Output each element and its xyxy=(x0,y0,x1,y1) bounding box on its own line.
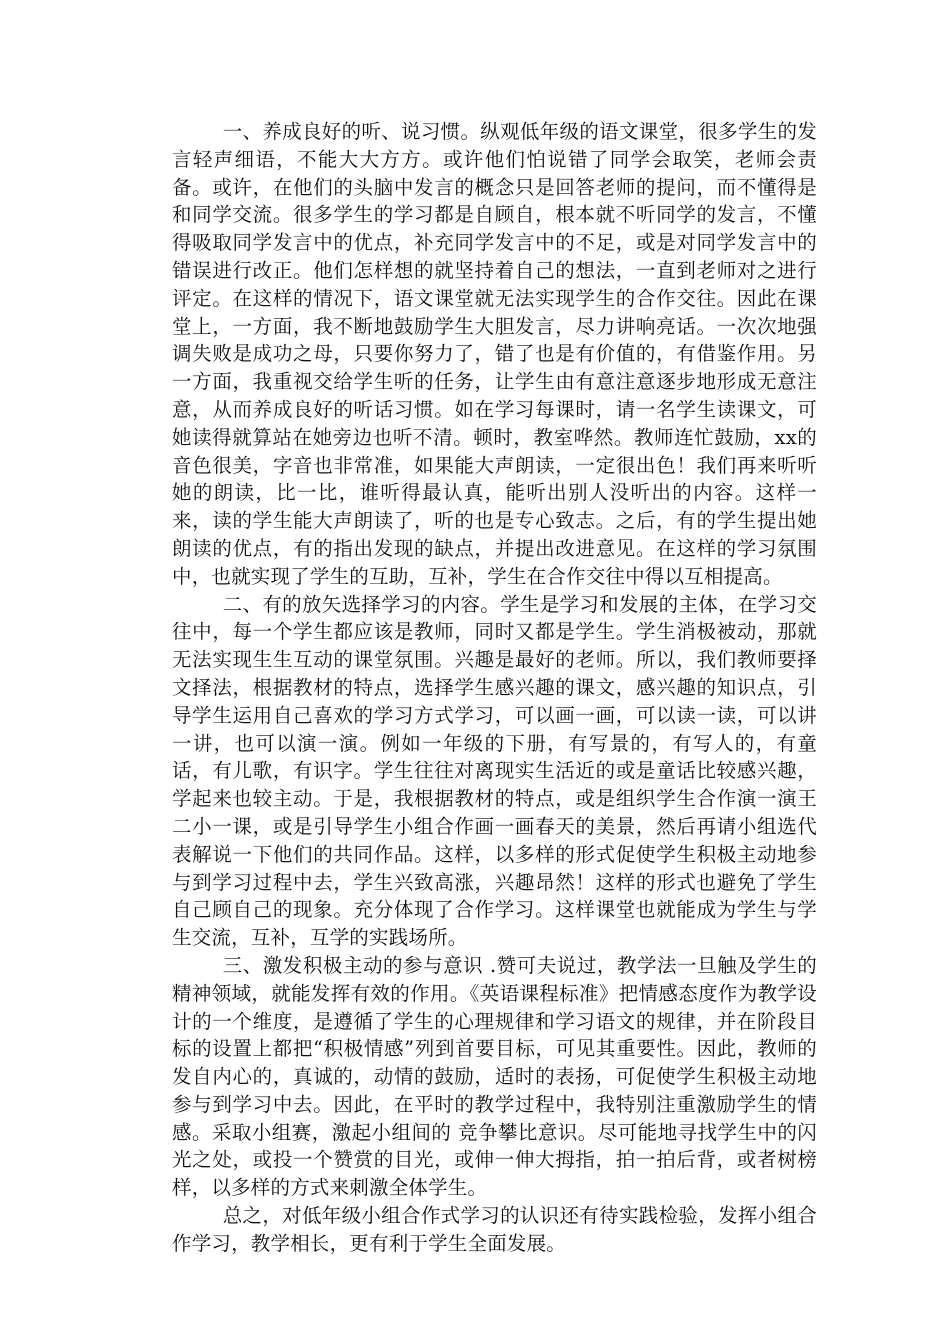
document-body xyxy=(172,118,817,1258)
paragraph-conclusion: 总之，对低年级小组合作式学习的认识还有待实践检验，发挥小组合作学习，教学相长，更有利于学生全面发展。 xyxy=(172,1204,817,1255)
paragraph-content-selection: 二、有的放矢选择学习的内容。学生是学习和发展的主体，在学习交往中，每一个学生都应该是教师，同时又都是学生。学生消极被动，那就无法实现生生互动的课堂氛围。兴趣是最好的老师。所以，我们教师要择文择法，根据教材的特点，选择学生感兴趣的课文，感兴趣的知识点，引导学生运用自己喜欢的学习方式学习，可以画一画，可以读一读，可以讲一讲，也可以演一演。例如一年级的下册，有写景的，有写人的，有童话，有儿歌，有识字。学生往往对离现实生活近的或是童话比较感兴趣，学起来也较主动。于是，我根据教材的特点，或是组织学生合作演一演王二小一课，或是引导学生小组合作画一画春天的美景，然后再请小组选代表解说一下他们的共同作品。这样，以多样的形式促使学生积极主动地参与到学习过程中去，学生兴致高涨，兴趣昂然！这样的形式也避免了学生自己顾自己的现象。充分体现了合作学习。这样课堂也就能成为学生与学生交流，互补，互学的实践场所。 xyxy=(172,592,817,950)
paragraph-participation: 三、激发积极主动的参与意识 .赞可夫说过，教学法一旦触及学生的精神领域，就能发挥有效的作用。《英语课程标准》把情感态度作为教学设计的一个维度，是遵循了学生的心理规律和学习语文的规律，并在阶段目标的设置上都把“积极情感”列到首要目标，可见其重要性。因此，教师的发自内心的，真诚的，动情的鼓励，适时的表扬，可促使学生积极主动地参与到学习中去。因此，在平时的教学过程中，我特别注重激励学生的情感。采取小组赛，激起小组间的 竞争攀比意识。尽可能地寻找学生中的闪光之处，或投一个赞赏的目光，或伸一伸大拇指，拍一拍后背，或者树榜样，以多样的方式来刺激全体学生。 xyxy=(172,953,817,1200)
paragraph-habits: 一、养成良好的听、说习惯。纵观低年级的语文课堂，很多学生的发言轻声细语，不能大大方方。或许他们怕说错了同学会取笑，老师会责备。或许，在他们的头脑中发言的概念只是回答老师的提问，而不懂得是和同学交流。很多学生的学习都是自顾自，根本就不听同学的发言，不懂得吸取同学发言中的优点，补充同学发言中的不足，或是对同学发言中的错误进行改正。他们怎样想的就坚持着自己的想法，一直到老师对之进行评定。在这样的情况下，语文课堂就无法实现学生的合作交往。因此在课堂上，一方面，我不断地鼓励学生大胆发言，尽力讲响亮话。一次次地强调失败是成功之母，只要你努力了，错了也是有价值的，有借鉴作用。另一方面，我重视交给学生听的任务，让学生由有意注意逐步地形成无意注意，从而养成良好的听话习惯。如在学习每课时，请一名学生读课文，可她读得就算站在她旁边也听不清。顿时，教室哗然。教师连忙鼓励，xx的音色很美，字音也非常准，如果能大声朗读，一定很出色！我们再来听听她的朗读，比一比，谁听得最认真，能听出别人没听出的内容。这样一来，读的学生能大声朗读了，听的也是专心致志。之后，有的学生提出她朗读的优点，有的指出发现的缺点，并提出改进意见。在这样的学习氛围中，也就实现了学生的互助，互补，学生在合作交往中得以互相提高。 xyxy=(172,120,817,588)
